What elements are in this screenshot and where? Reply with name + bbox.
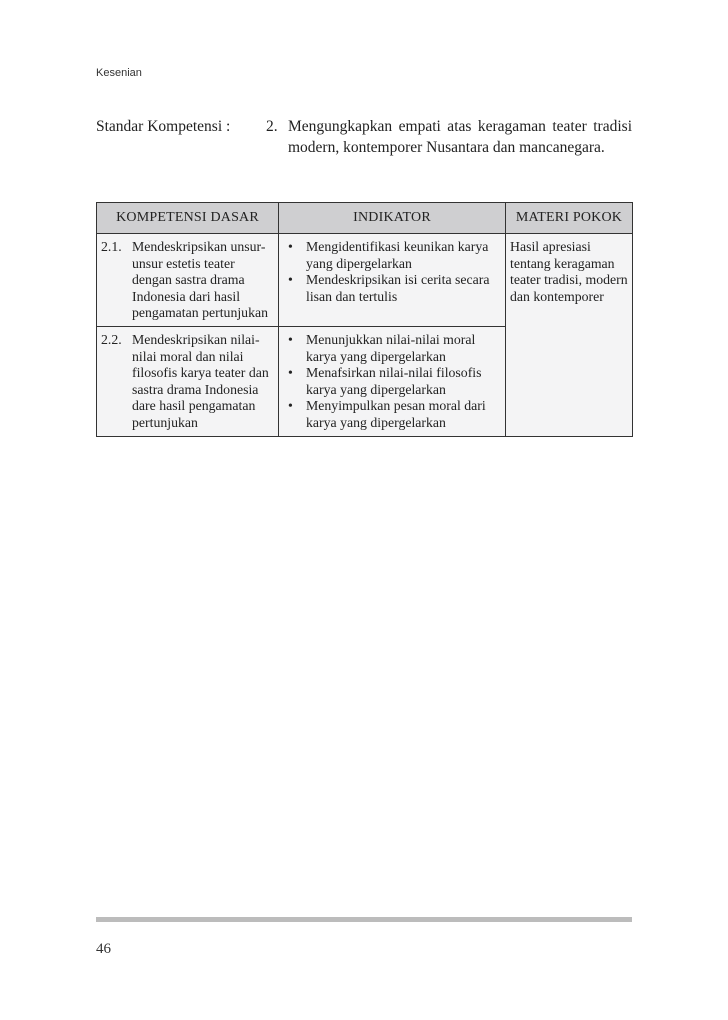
- kd-number: 2.2.: [101, 331, 122, 347]
- indikator-item: [283, 239, 501, 272]
- indikator-item: [283, 272, 501, 305]
- competency-table: [96, 202, 633, 437]
- kompetensi-dasar-cell: [97, 234, 279, 327]
- kompetensi-dasar-cell: [97, 326, 279, 436]
- standar-kompetensi-text: Mengungkapkan empati atas keragaman teater tradisi modern, kontemporer Nusantara dan mancanegara.: [288, 118, 632, 156]
- header-materi-pokok: MATERI POKOK: [506, 203, 633, 234]
- kd-text: Mendeskripsikan unsur-unsur estetis teater dengan sastra drama Indonesia dari hasil pengamatan pertunjukan: [132, 239, 269, 321]
- kd-number: 2.1.: [101, 239, 122, 254]
- bullet-icon: •: [288, 398, 293, 414]
- indikator-cell: [279, 326, 506, 436]
- indikator-item: [283, 332, 501, 365]
- indikator-item: [283, 365, 501, 398]
- page-number: 46: [96, 941, 111, 957]
- indikator-text: Menyimpulkan pesan moral dari karya yang dipergelarkan: [306, 398, 486, 430]
- indikator-text: Menunjukkan nilai-nilai moral karya yang dipergelarkan: [306, 331, 476, 364]
- indikator-text: Mengidentifikasi keunikan karya yang dipergelarkan: [306, 239, 489, 271]
- indikator-item: [283, 398, 501, 431]
- indikator-cell: [279, 234, 506, 327]
- header-kompetensi-dasar: KOMPETENSI DASAR: [97, 203, 279, 234]
- footer-rule: [96, 917, 632, 922]
- bullet-icon: •: [288, 365, 293, 381]
- standar-kompetensi-number: 2.: [266, 118, 278, 135]
- bullet-icon: •: [288, 272, 293, 288]
- materi-pokok-cell: Hasil apresiasi tentang keragaman teater tradisi, modern dan kontemporer: [506, 234, 633, 437]
- standar-kompetensi-label: Standar Kompetensi :: [96, 118, 231, 135]
- running-head: Kesenian: [96, 67, 142, 79]
- table-header-row: [97, 203, 633, 234]
- kd-text: Mendeskripsikan nilai-nilai moral dan nilai filosofis karya teater dan sastra drama Indonesia dare hasil pengamatan pertunjukan: [132, 331, 269, 430]
- header-indikator: INDIKATOR: [279, 203, 506, 234]
- table-row: [97, 234, 633, 327]
- bullet-icon: •: [288, 239, 293, 254]
- bullet-icon: •: [288, 331, 293, 347]
- indikator-text: Menafsirkan nilai-nilai filosofis karya yang dipergelarkan: [306, 365, 482, 397]
- indikator-text: Mendeskripsikan isi cerita secara lisan dan tertulis: [306, 272, 490, 304]
